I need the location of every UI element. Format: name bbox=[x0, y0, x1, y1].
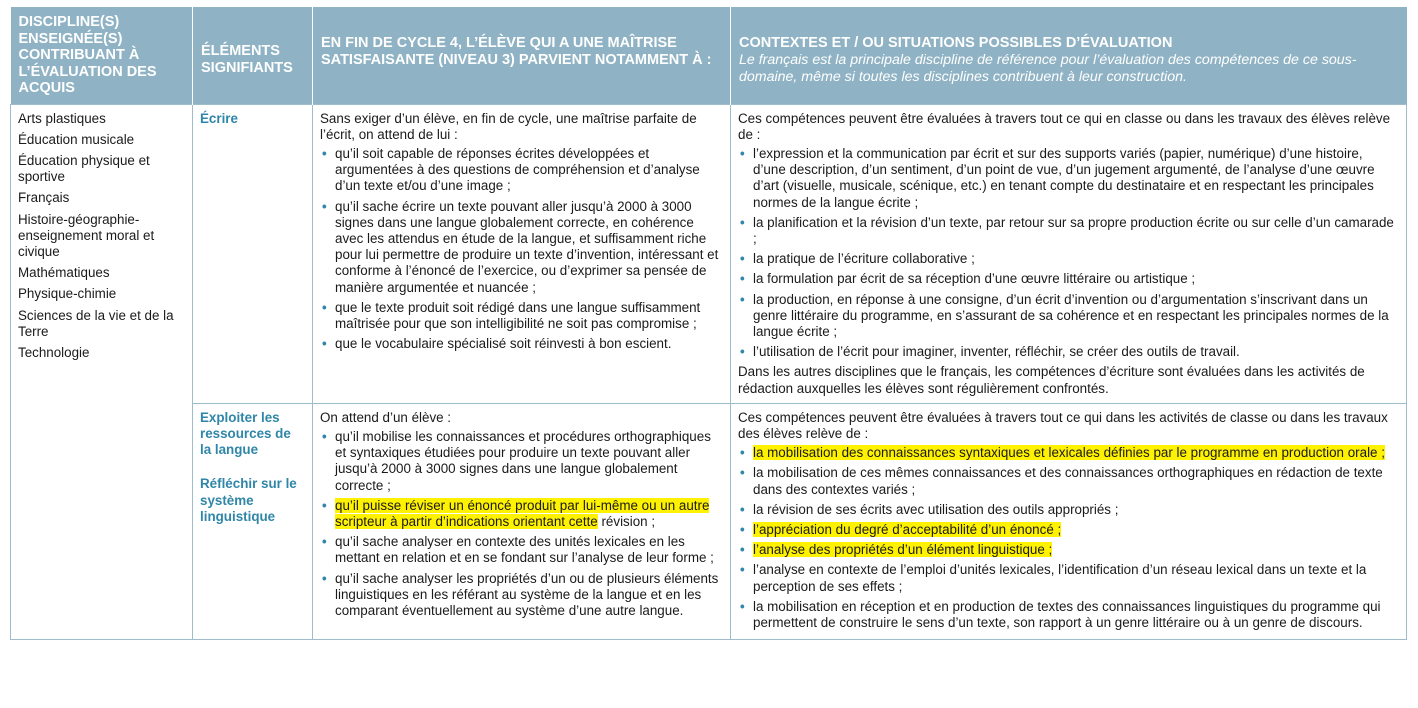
list-item: • que le texte produit soit rédigé dans une langue suffisamment maîtrisée pour que son intelligibilité ne soit pas compromise ; bbox=[320, 300, 723, 332]
competency-table bbox=[10, 7, 1407, 640]
row-ecrire bbox=[11, 104, 1407, 403]
expected-list bbox=[320, 146, 723, 352]
header-disciplines: DISCIPLINE(S) ENSEIGNÉE(S) CONTRIBUANT À L’ÉVALUATION DES ACQUIS bbox=[11, 7, 193, 104]
list-item: • qu’il sache analyser en contexte des unités lexicales en les mettant en relation et en se fondant sur l’analyse de leur forme ; bbox=[320, 534, 723, 566]
list-item-text: révision ; bbox=[597, 513, 656, 529]
contexts-outro: Dans les autres disciplines que le français, les compétences d’écriture sont évaluées dans les activités de rédaction auxquelles les élèves sont régulièrement confrontés. bbox=[738, 364, 1365, 396]
contexts-list bbox=[738, 445, 1399, 631]
expected-intro: On attend d’un élève : bbox=[320, 409, 452, 425]
disciplines-list bbox=[11, 104, 193, 640]
list-item: • qu’il sache écrire un texte pouvant aller jusqu’à 2000 à 3000 signes dans une langue globalement correcte, en cohérence avec les attendus en étude de la langue, et suffisamment riche pour lui permettre de produire un texte d’invention, intéressant et conforme à l’énoncé de l’exercice, ou d’exprimer sa pensée de manière argumentée et nuancée ; bbox=[320, 199, 723, 296]
element-langue bbox=[193, 403, 313, 639]
list-item: • que le vocabulaire spécialisé soit réinvesti à bon escient. bbox=[320, 336, 723, 352]
discipline-item: Mathématiques bbox=[18, 265, 110, 281]
row-langue bbox=[11, 403, 1407, 639]
element-label: Écrire bbox=[200, 110, 238, 126]
list-item: • la formulation par écrit de sa réception d’une œuvre littéraire ou artistique ; bbox=[738, 271, 1399, 287]
header-contexts-subtitle: Le français est la principale discipline de référence pour l’évaluation des compétences de ce sous-domaine, même si toutes les disciplines contribuent à leur construction. bbox=[739, 51, 1357, 85]
list-item bbox=[738, 542, 1399, 558]
discipline-item: Éducation physique et sportive bbox=[18, 152, 150, 185]
expected-langue bbox=[313, 403, 731, 639]
list-item: • l’expression et la communication par écrit et sur des supports variés (papier, numérique) d’une histoire, d’une description, d’un sentiment, d’un point de vue, d’un jugement argumenté, de l’analyse d’une œuvre d’art (visuelle, musicale, scénique, etc.) en tenant compte du destinataire et en respectant les principales normes de la langue écrite ; bbox=[738, 146, 1399, 211]
header-contexts bbox=[731, 7, 1407, 104]
header-contexts-title: CONTEXTES ET / OU SITUATIONS POSSIBLES D’ÉVALUATION bbox=[739, 35, 1173, 51]
header-elements: ÉLÉMENTS SIGNIFIANTS bbox=[193, 7, 313, 104]
list-item: • qu’il sache analyser les propriétés d’un ou de plusieurs éléments linguistiques en les référant au système de la langue et en les comparant éventuellement au système d’une autre langue. bbox=[320, 571, 723, 620]
highlighted-text: l’appréciation du degré d’acceptabilité d’un énoncé ; bbox=[753, 521, 1062, 537]
highlighted-text: l’analyse des propriétés d’un élément linguistique ; bbox=[753, 542, 1053, 558]
discipline-item: Histoire-géographie-enseignement moral et civique bbox=[18, 211, 155, 259]
list-item: • la pratique de l’écriture collaborative ; bbox=[738, 251, 1399, 267]
list-item: • la mobilisation en réception et en production de textes des connaissances linguistiques du programme qui permettent de construire le sens d’un texte, son rapport à un genre littéraire ou à un genre de discours. bbox=[738, 599, 1399, 631]
discipline-item: Arts plastiques bbox=[18, 110, 106, 126]
expected-list bbox=[320, 429, 723, 619]
discipline-item: Sciences de la vie et de la Terre bbox=[18, 307, 174, 339]
list-item: • qu’il mobilise les connaissances et procédures orthographiques et syntaxiques étudiées pour produire un texte pouvant aller jusqu’à 2000 à 3000 signes dans une langue globalement correcte ; bbox=[320, 429, 723, 494]
contexts-intro: Ces compétences peuvent être évaluées à travers tout ce qui en classe ou dans les travaux des élèves relève de : bbox=[738, 110, 1391, 142]
list-item: • l’utilisation de l’écrit pour imaginer, inventer, réfléchir, se créer des outils de travail. bbox=[738, 344, 1399, 360]
contexts-intro: Ces compétences peuvent être évaluées à travers tout ce qui dans les activités de classe ou dans les travaux des élèves relève de : bbox=[738, 409, 1388, 441]
discipline-item: Français bbox=[18, 190, 70, 206]
discipline-item: Éducation musicale bbox=[18, 131, 135, 147]
highlighted-text: qu’il puisse réviser un énoncé produit par lui-même ou un autre scripteur à partir d’indications orientant cette bbox=[335, 497, 710, 529]
list-item: • qu’il soit capable de réponses écrites développées et argumentées à des questions de compréhension et d’analyse d’un texte et/ou d’une image ; bbox=[320, 146, 723, 195]
list-item: • la production, en réponse à une consigne, d’un écrit d’invention ou d’argumentation s’inscrivant dans un genre littéraire du programme, en s’assurant de sa cohérence et en respectant les principales normes de la langue écrite ; bbox=[738, 292, 1399, 341]
element-label: Exploiter les ressources de la langue bbox=[200, 409, 291, 458]
list-item: • l’analyse en contexte de l’emploi d’unités lexicales, l’identification d’un réseau lexical dans un texte et la perception de ses effets ; bbox=[738, 562, 1399, 594]
list-item: • la planification et la révision d’un texte, par retour sur sa propre production écrite ou sur celle d’un camarade ; bbox=[738, 215, 1399, 247]
expected-intro: Sans exiger d’un élève, en fin de cycle, une maîtrise parfaite de l’écrit, on attend de lui : bbox=[320, 110, 697, 142]
contexts-list bbox=[738, 146, 1399, 360]
discipline-item: Technologie bbox=[18, 344, 90, 360]
header-expected-level: EN FIN DE CYCLE 4, L’ÉLÈVE QUI A UNE MAÎTRISE SATISFAISANTE (NIVEAU 3) PARVIENT NOTAMMENT À : bbox=[313, 7, 731, 104]
discipline-item: Physique-chimie bbox=[18, 286, 117, 302]
list-item bbox=[320, 498, 723, 530]
header-row bbox=[11, 7, 1407, 104]
element-ecrire bbox=[193, 104, 313, 403]
highlighted-text: la mobilisation des connaissances syntaxiques et lexicales définies par le programme en production orale ; bbox=[753, 445, 1385, 461]
list-item: • la révision de ses écrits avec utilisation des outils appropriés ; bbox=[738, 502, 1399, 518]
list-item bbox=[738, 522, 1399, 538]
element-label: Réfléchir sur le système linguistique bbox=[200, 476, 297, 524]
list-item bbox=[738, 445, 1399, 461]
contexts-ecrire bbox=[731, 104, 1407, 403]
expected-ecrire bbox=[313, 104, 731, 403]
list-item: • la mobilisation de ces mêmes connaissances et des connaissances orthographiques en rédaction de texte dans des contextes variés ; bbox=[738, 465, 1399, 497]
contexts-langue bbox=[731, 403, 1407, 639]
